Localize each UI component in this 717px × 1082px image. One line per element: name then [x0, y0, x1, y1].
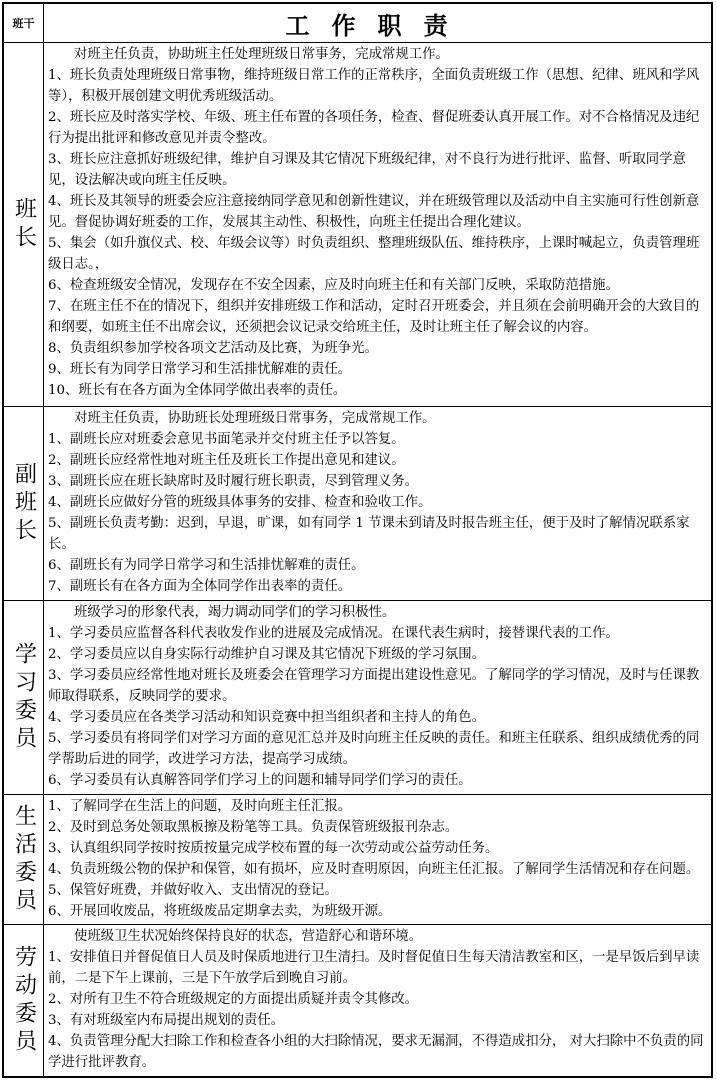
section-role-cell — [4, 795, 44, 925]
duty-line: 1、安排值日并督促值日人员及时保质地进行卫生清扫。及时督促值日生每天清洁教室和区，一是早饭后到早读前，二是下午上课前，三是下午放学后到晚自习前。 — [48, 950, 700, 987]
duty-line: 2、学习委员应以自身实际行动维护自习课及其它情况下班级的学习氛围。 — [48, 647, 486, 663]
duty-line: 2、班长应及时落实学校、年级、班主任布置的各项任务，检查、督促班委认真开展工作。对不合格情况及违纪行为提出批评和修改意见并责令整改。 — [48, 110, 700, 147]
section-role-label: 班长 — [11, 196, 37, 253]
duty-line: 对班主任负责，协助班主任处理班级日常事务，完成常规工作。 — [74, 47, 449, 63]
duty-line: 6、副班长有为同学日常学习和生活排忧解难的责任。 — [48, 558, 365, 574]
header-role-cell — [4, 4, 44, 43]
duty-line: 4、负责班级公物的保护和保管，如有损坏，应及时查明原因，向班主任汇报。了解同学生活情况和存在问题。 — [48, 862, 700, 878]
duty-line: 7、在班主任不在的情况下，组织并安排班级工作和活动，定时召开班委会，并且须在会前明确开会的大致目的和纲要，如班主任不出席会议，还须把会议记录交给班主任，及时让班主任了解会议的内容。 — [48, 299, 700, 336]
duty-table — [3, 3, 712, 1077]
section-role-label: 副班长 — [11, 461, 37, 546]
duty-table-sheet — [2, 2, 713, 1078]
duty-line: 1、了解同学在生活上的问题，及时向班主任汇报。 — [48, 799, 352, 815]
duty-line: 5、副班长负责考勤：迟到，早退，旷课，如有同学 1 节课未到请及时报告班主任，便于及时了解情况联系家长。 — [48, 516, 690, 553]
section-role-label: 生活委员 — [11, 803, 37, 916]
duty-line: 1、班长负责处理班级日常事物，维持班级日常工作的正常秩序，全面负责班级工作（思想、纪律、班风和学风等），积极开展创建文明优秀班级活动。 — [48, 68, 700, 105]
section-duties-cell — [44, 43, 712, 407]
duty-line: 4、学习委员应在各类学习活动和知识竞赛中担当组织者和主持人的角色。 — [48, 710, 486, 726]
duty-line: 5、集会（如升旗仪式、校、年级会议等）时负责组织、整理班级队伍、维持秩序，上课时喊起立，负责管理班级日志。， — [48, 236, 700, 273]
section-role-label: 学习委员 — [11, 641, 37, 754]
duty-line: 9、班长有为同学日常学习和生活排忧解难的责任。 — [48, 362, 352, 378]
section-row — [4, 925, 712, 1077]
duty-line: 3、有对班级室内布局提出规划的责任。 — [48, 1013, 285, 1029]
duty-line: 2、副班长应经常性地对班主任及班长工作提出意见和建议。 — [48, 453, 405, 469]
duty-line: 3、学习委员应经常性地对班长及班委会在管理学习方面提出建设性意见。了解同学的学习情况，及时与任课教师取得联系，反映同学的要求。 — [48, 668, 700, 705]
duty-line: 1、学习委员应监督各科代表收发作业的进展及完成情况。在课代表生病时，接替课代表的工作。 — [48, 626, 619, 642]
table-header-row — [4, 4, 712, 43]
duty-line: 2、对所有卫生不符合班级规定的方面提出质疑并责令其修改。 — [48, 992, 419, 1008]
section-duties-cell — [44, 601, 712, 795]
duty-line: 6、学习委员有认真解答同学们学习上的问题和辅导同学们学习的责任。 — [48, 773, 472, 789]
duty-line: 4、负责管理分配大扫除工作和检查各小组的大扫除情况，要求无漏洞，不得造成扣分， 对大扫除中不负责的同学进行批评教育。 — [48, 1034, 704, 1071]
section-role-cell — [4, 601, 44, 795]
duty-line: 6、检查班级安全情况，发现存在不安全因素，应及时向班主任和有关部门反映，采取防范措施。 — [48, 278, 619, 294]
section-duties-cell — [44, 795, 712, 925]
duty-line: 1、副班长应对班委会意见书面笔录并交付班主任予以答复。 — [48, 432, 405, 448]
duty-line: 使班级卫生状况始终保持良好的状态，营造舒心和谐环境。 — [74, 929, 423, 945]
duty-line: 3、认真组织同学按时按质按量完成学校布置的每一次劳动或公益劳动任务。 — [48, 841, 499, 857]
duty-line: 5、保管好班费，并做好收入、支出情况的登记。 — [48, 883, 338, 899]
duty-line: 班级学习的形象代表，竭力调动同学们的学习积极性。 — [74, 605, 396, 621]
section-role-cell — [4, 43, 44, 407]
section-row — [4, 795, 712, 925]
section-role-cell — [4, 925, 44, 1077]
section-row — [4, 407, 712, 601]
duty-line: 2、及时到总务处领取黑板擦及粉笔等工具。负责保管班级报刊杂志。 — [48, 820, 459, 836]
header-duty-label: 工作职责 — [285, 10, 470, 40]
duty-line: 10、班长有在各方面为全体同学做出表率的责任。 — [48, 383, 347, 399]
section-row — [4, 43, 712, 407]
duty-line: 6、开展回收废品，将班级废品定期拿去卖，为班级开源。 — [48, 904, 392, 920]
header-role-label: 班干 — [12, 16, 35, 30]
section-row — [4, 601, 712, 795]
section-role-label: 劳动委员 — [11, 944, 37, 1057]
sections-body — [4, 43, 712, 1077]
section-duties-cell — [44, 407, 712, 601]
section-role-cell — [4, 407, 44, 601]
duty-line: 3、班长应注意抓好班级纪律，维护自习课及其它情况下班级纪律，对不良行为进行批评、监督、听取同学意见，设法解决或向班主任反映。 — [48, 152, 686, 189]
duty-line: 5、学习委员有将同学们对学习方面的意见汇总并及时向班主任反映的责任。和班主任联系、组织成绩优秀的同学帮助后进的同学，改进学习方法，提高学习成绩。 — [48, 731, 700, 768]
duty-line: 7、副班长有在各方面为全体同学作出表率的责任。 — [48, 579, 352, 595]
duty-line: 对班主任负责，协助班长处理班级日常事务，完成常规工作。 — [74, 411, 436, 427]
duty-line: 3、副班长应在班长缺席时及时履行班长职责，尽到管理义务。 — [48, 474, 419, 490]
duty-line: 4、副班长应做好分管的班级具体事务的安排、检查和验收工作。 — [48, 495, 432, 511]
duty-line: 4、班长及其领导的班委会应注意接纳同学意见和创新性建议，并在班级管理以及活动中自主实施可行性创新意见。督促协调好班委的工作，发展其主动性、积极性，向班主任提出合理化建议。 — [48, 194, 700, 231]
header-duty-cell — [44, 4, 712, 43]
section-duties-cell — [44, 925, 712, 1077]
duty-line: 8、负责组织参加学校各项文艺活动及比赛，为班争光。 — [48, 341, 378, 357]
